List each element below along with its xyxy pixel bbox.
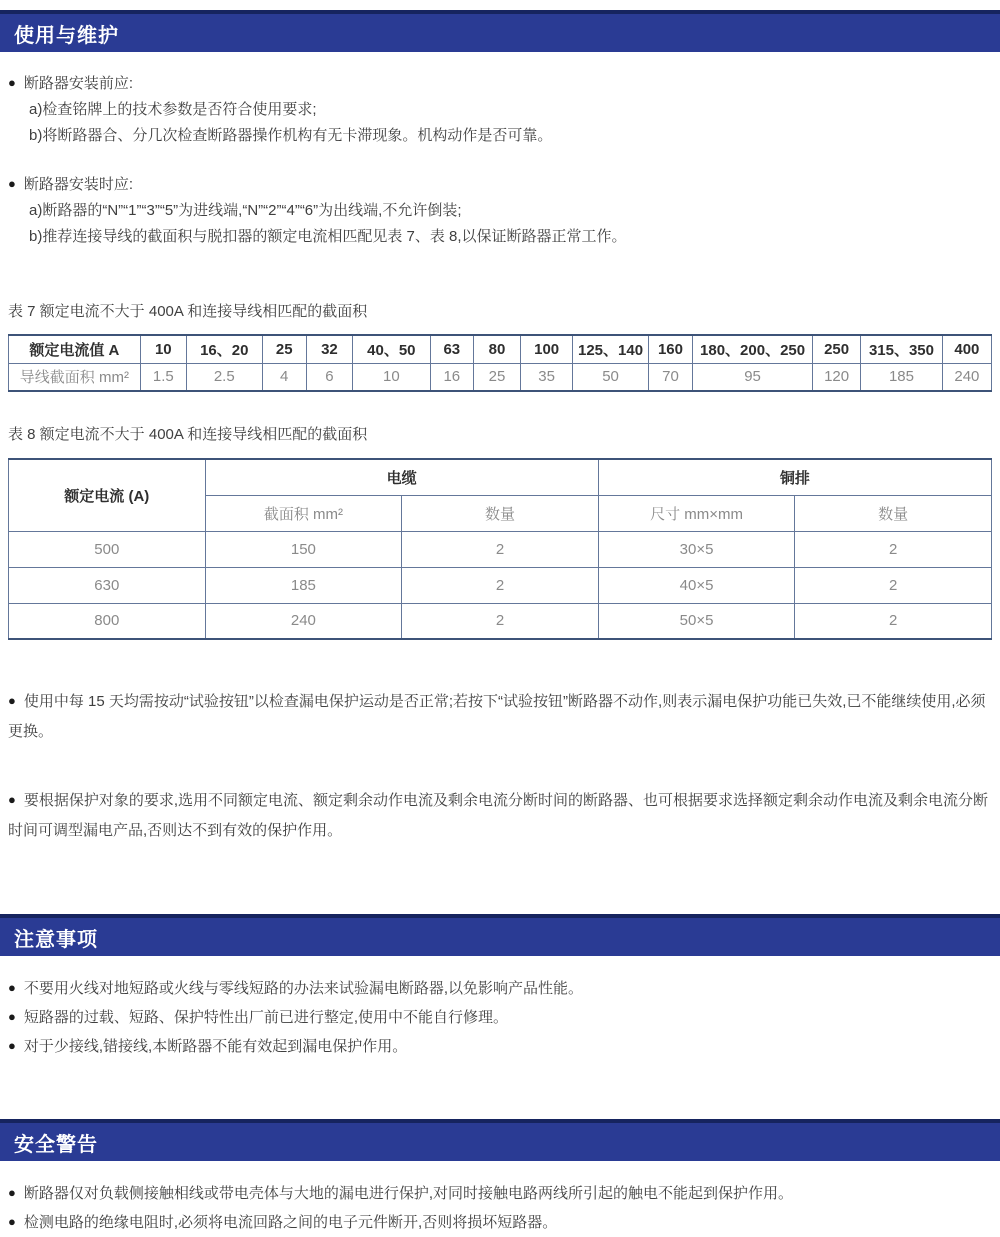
- table8-rated-current-cable-busbar: [8, 458, 992, 640]
- table7-caption: 表 7 额定电流不大于 400A 和连接导线相匹配的截面积: [8, 303, 368, 320]
- table8-cable-group-header: 电缆: [205, 459, 598, 495]
- bullet-icon: ●: [8, 75, 16, 90]
- table7-cell: 315、350: [861, 335, 943, 363]
- table8-cell: 800: [9, 603, 206, 639]
- table7-cell: 125、140: [573, 335, 649, 363]
- table8-busbar-qty-header: 数量: [795, 495, 992, 531]
- table7-header-row: [9, 335, 992, 363]
- note-text: 使用中每 15 天均需按动“试验按钮”以检查漏电保护运动是否正常;若按下“试验按钮”断路器不动作,则表示漏电保护功能已失效,已不能继续使用,必须更换。: [8, 693, 986, 740]
- note-text: 要根据保护对象的要求,选用不同额定电流、额定剩余动作电流及剩余电流分断时间的断路器、也可根据要求选择额定剩余动作电流及剩余电流分断时间可调型漏电产品,否则达不到有效的保护作用。: [8, 792, 989, 839]
- table8-cell: 30×5: [598, 531, 795, 567]
- table7-cell: 250: [813, 335, 861, 363]
- table7-cell: 16、20: [186, 335, 262, 363]
- table8-cell: 185: [205, 567, 402, 603]
- bullet-lead-text: 断路器安装时应:: [23, 176, 134, 193]
- table8-cell: 2: [795, 603, 992, 639]
- table7-cell: 40、50: [353, 335, 431, 363]
- bullet-icon: ●: [8, 1214, 16, 1229]
- table7-value-row: [9, 363, 992, 391]
- table7-cell: 25: [262, 335, 306, 363]
- table8-caption: 表 8 额定电流不大于 400A 和连接导线相匹配的截面积: [8, 426, 368, 443]
- subitem-a: a)断路器的“N”“1”“3”“5”为进线端,“N”“2”“4”“6”为出线端,不允许倒装;: [29, 202, 462, 219]
- precaution-item: [8, 1003, 992, 1032]
- usage-content: [0, 70, 1000, 846]
- usage-bullet-before-install: [8, 70, 992, 149]
- table7-cell: 10: [353, 363, 431, 391]
- bullet-line: [8, 171, 992, 198]
- usage-bullet-during-install: [8, 171, 992, 250]
- table8-group-header-row: [9, 459, 992, 495]
- table7-cell: 180、200、250: [693, 335, 813, 363]
- section-title-usage-maintenance: 使用与维护: [14, 24, 119, 47]
- table8-cable-qty-header: 数量: [402, 495, 599, 531]
- table8-cell: 40×5: [598, 567, 795, 603]
- section-title-precautions: 注意事项: [14, 928, 98, 951]
- table7-cell: 10: [140, 335, 186, 363]
- table7-cell: 400: [942, 335, 991, 363]
- table8-row-630: [9, 567, 992, 603]
- table8-cell: 2: [402, 531, 599, 567]
- precaution-text: 对于少接线,错接线,本断路器不能有效起到漏电保护作用。: [23, 1038, 408, 1055]
- safety-warning-list: [0, 1179, 1000, 1237]
- table7-rated-current-wire-area: [8, 334, 992, 392]
- table7-cell: 160: [648, 335, 692, 363]
- bullet-lead-text: 断路器安装前应:: [23, 75, 134, 92]
- precautions-list: [0, 974, 1000, 1061]
- table7-cell: 80: [473, 335, 520, 363]
- table7-cell: 100: [521, 335, 573, 363]
- table7-row-label: 导线截面积 mm²: [9, 363, 141, 391]
- warning-text: 断路器仅对负载侧接触相线或带电壳体与大地的漏电进行保护,对同时接触电路两线所引起的触电不能起到保护作用。: [23, 1185, 794, 1202]
- bullet-icon: ●: [8, 1038, 16, 1053]
- bullet-icon: ●: [8, 693, 16, 708]
- warning-item: [8, 1179, 992, 1208]
- table8-busbar-group-header: 铜排: [598, 459, 991, 495]
- section-header-safety-warning: [0, 1119, 1000, 1161]
- precaution-text: 不要用火线对地短路或火线与零线短路的办法来试验漏电断路器,以免影响产品性能。: [23, 980, 584, 997]
- table7-cell: 95: [693, 363, 813, 391]
- table8-area-header: 截面积 mm²: [205, 495, 402, 531]
- table7-cell: 50: [573, 363, 649, 391]
- section-header-precautions: [0, 914, 1000, 956]
- table8-size-header: 尺寸 mm×mm: [598, 495, 795, 531]
- table8-cell: 2: [795, 567, 992, 603]
- table8-cell: 2: [795, 531, 992, 567]
- bullet-icon: ●: [8, 1185, 16, 1200]
- subitem-b: b)将断路器合、分几次检查断路器操作机构有无卡滞现象。机构动作是否可靠。: [29, 127, 553, 144]
- subitem-a: a)检查铭牌上的技术参数是否符合使用要求;: [29, 101, 317, 118]
- section-header-usage-maintenance: [0, 10, 1000, 52]
- warning-text: 检测电路的绝缘电阻时,必须将电流回路之间的电子元件断开,否则将损坏短路器。: [23, 1214, 558, 1231]
- note-test-button: [8, 686, 992, 747]
- table8-cell: 2: [402, 567, 599, 603]
- precaution-item: [8, 974, 992, 1003]
- bullet-icon: ●: [8, 176, 16, 191]
- table7-cell: 16: [430, 363, 473, 391]
- table7-cell: 2.5: [186, 363, 262, 391]
- table7-cell: 70: [648, 363, 692, 391]
- section-title-safety-warning: 安全警告: [14, 1133, 98, 1156]
- table7-cell: 1.5: [140, 363, 186, 391]
- table7-cell: 240: [942, 363, 991, 391]
- bullet-icon: ●: [8, 792, 16, 807]
- subitem-b: b)推荐连接导线的截面积与脱扣器的额定电流相匹配见表 7、表 8,以保证断路器正常工作。: [29, 228, 627, 245]
- table8-row-800: [9, 603, 992, 639]
- precaution-item: [8, 1032, 992, 1061]
- table8-cell: 150: [205, 531, 402, 567]
- warning-item: [8, 1208, 992, 1237]
- note-selection: [8, 785, 992, 846]
- table8-cell: 630: [9, 567, 206, 603]
- table8-row-500: [9, 531, 992, 567]
- bullet-icon: ●: [8, 1009, 16, 1024]
- table7-cell: 4: [262, 363, 306, 391]
- bullet-line: [8, 70, 992, 97]
- bullet-icon: ●: [8, 980, 16, 995]
- table7-cell: 25: [473, 363, 520, 391]
- table8-cell: 500: [9, 531, 206, 567]
- table7-cell: 35: [521, 363, 573, 391]
- table8-rated-current-header: 额定电流 (A): [9, 459, 206, 531]
- table7-cell: 185: [861, 363, 943, 391]
- table7-cell: 120: [813, 363, 861, 391]
- table7-header-label: 额定电流值 A: [9, 335, 141, 363]
- table8-cell: 240: [205, 603, 402, 639]
- precaution-text: 短路器的过载、短路、保护特性出厂前已进行整定,使用中不能自行修理。: [23, 1009, 509, 1026]
- table7-cell: 6: [306, 363, 352, 391]
- table8-cell: 50×5: [598, 603, 795, 639]
- table7-cell: 63: [430, 335, 473, 363]
- table8-cell: 2: [402, 603, 599, 639]
- table7-cell: 32: [306, 335, 352, 363]
- document-page: [0, 10, 1000, 1237]
